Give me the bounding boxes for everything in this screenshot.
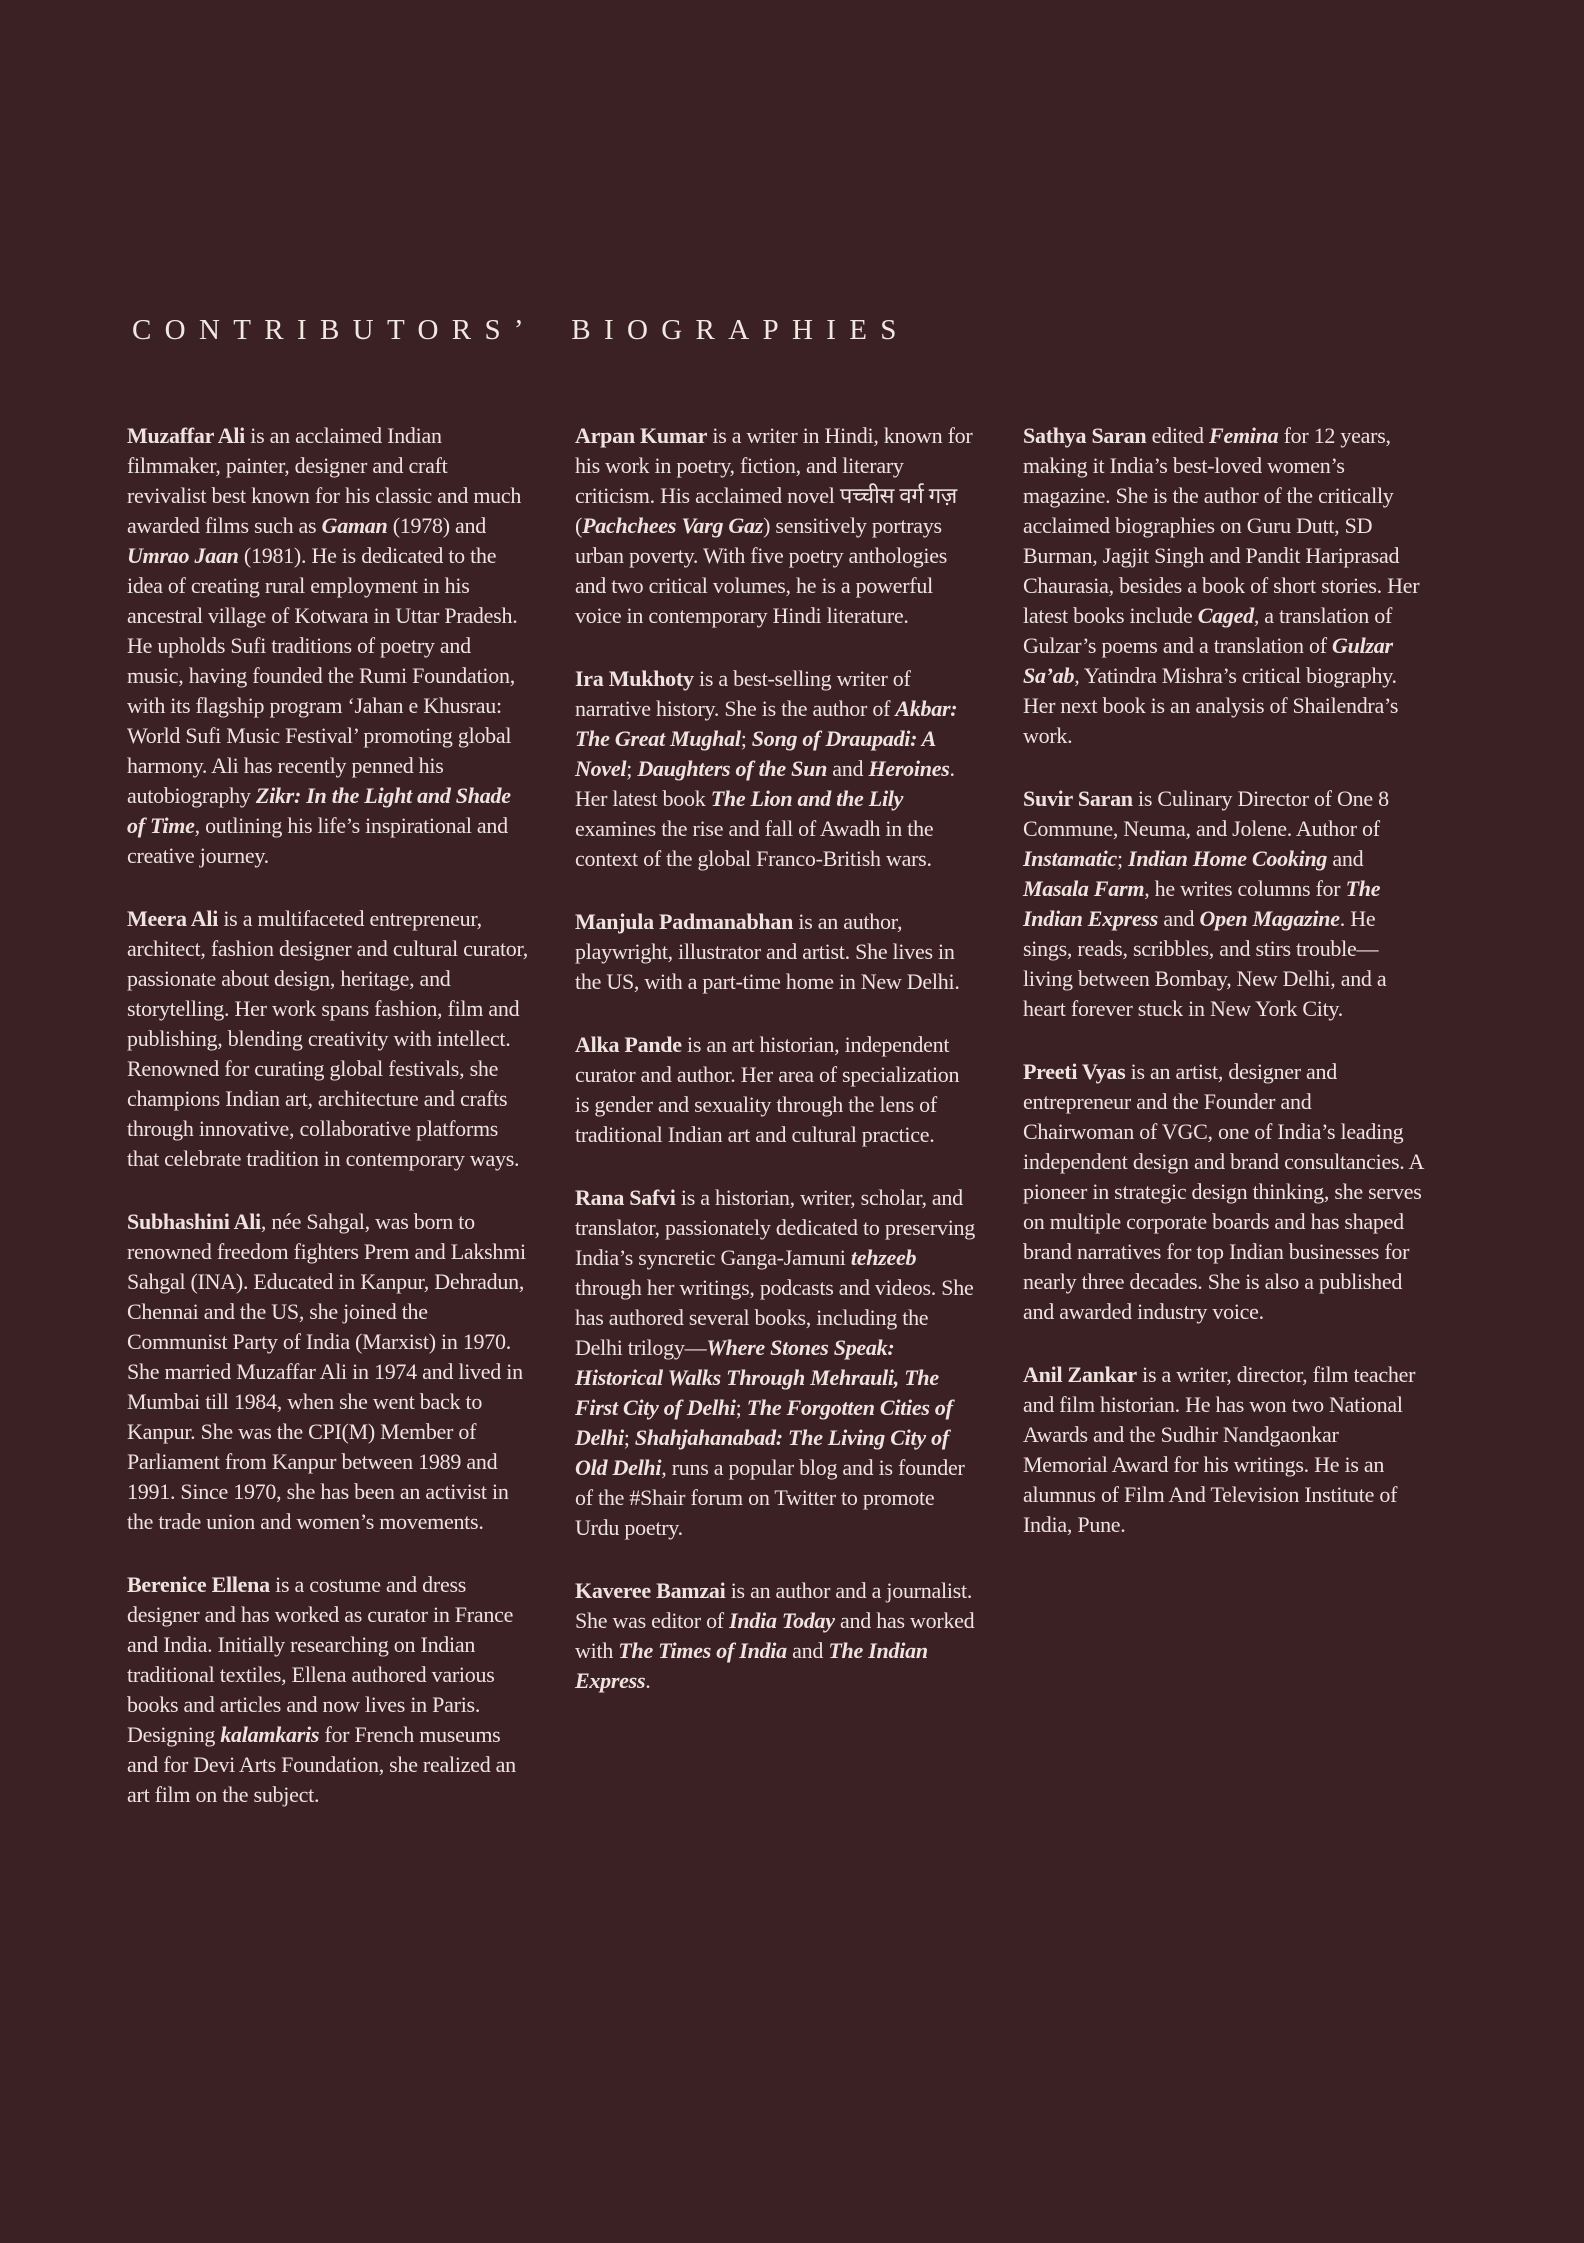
work-title: Where Stones Speak: Historical Walks Through Mehrauli, The First City of Delhi	[575, 1335, 939, 1420]
bio-text: .	[645, 1668, 651, 1693]
bio-text: , he writes columns for	[1144, 876, 1346, 901]
bio-text: , née Sahgal, was born to renowned freedom fighters Prem and Lakshmi Sahgal (INA). Educated in Kanpur, Dehradun, Chennai and the US, she joined the Communist Party of India (Marxist) in 1970. She married Muzaffar Ali in 1974 and lived in Mumbai till 1984, when she went back to Kanpur. She was the CPI(M) Member of Parliament from Kanpur between 1989 and 1991. Since 1970, she has been an activist in the trade union and women’s movements.	[127, 1209, 526, 1534]
work-title: Shahjahanabad: The Living City of Old Delhi	[575, 1425, 949, 1480]
work-title: The Indian Express	[1023, 876, 1381, 931]
bio-text: (1981). He is dedicated to the idea of creating rural employment in his ancestral village of Kotwara in Uttar Pradesh. He upholds Sufi traditions of poetry and music, having founded the Rumi Foundation, with its flagship program ‘Jahan e Khusrau: World Sufi Music Festival’ promoting global harmony. Ali has recently penned his autobiography	[127, 543, 518, 808]
bio-column	[575, 421, 977, 1696]
bio-paragraph	[575, 1030, 977, 1150]
bio-text: is an artist, designer and entrepreneur and the Founder and Chairwoman of VGC, one of India’s leading independent design and brand consultancies. A pioneer in strategic design thinking, she serves on multiple corporate boards and has shaped brand narratives for top Indian businesses for nearly three decades. She is also a published and awarded industry voice.	[1023, 1059, 1423, 1324]
bio-text: through her writings, podcasts and videos. She has authored several books, including the Delhi trilogy—	[575, 1275, 974, 1360]
bio-text: and has worked with	[575, 1608, 975, 1663]
bio-text: and	[786, 1638, 829, 1663]
contributor-name: Muzaffar Ali	[127, 423, 246, 448]
bio-paragraph	[1023, 784, 1425, 1024]
bio-text: , runs a popular blog and is founder of the #Shair forum on Twitter to promote Urdu poetry.	[575, 1455, 965, 1540]
bio-text: is a writer, director, film teacher and film historian. He has won two National Awards and the Sudhir Nandgaonkar Memorial Award for his writings. He is an alumnus of Film And Television Institute of India, Pune.	[1023, 1362, 1416, 1537]
bio-paragraph	[575, 1576, 977, 1696]
bio-text: for French museums and for Devi Arts Foundation, she realized an art film on the subject.	[127, 1722, 516, 1807]
contributor-name: Berenice Ellena	[127, 1572, 270, 1597]
work-title: Instamatic	[1023, 846, 1117, 871]
work-title: The Indian Express	[575, 1638, 928, 1693]
bio-text: and	[1327, 846, 1364, 871]
bio-text: and	[827, 756, 869, 781]
bio-text: (1978) and	[387, 513, 487, 538]
bio-text: , a translation of Gulzar’s poems and a translation of	[1023, 603, 1393, 658]
work-title: The Times of India	[618, 1638, 787, 1663]
contributor-name: Manjula Padmanabhan	[575, 909, 794, 934]
work-title: Umrao Jaan	[127, 543, 239, 568]
contributor-name: Ira Mukhoty	[575, 666, 694, 691]
bio-text: ;	[623, 1425, 635, 1450]
work-title: kalamkaris	[220, 1722, 320, 1747]
contributor-name: Preeti Vyas	[1023, 1059, 1126, 1084]
bio-columns	[127, 421, 1425, 1810]
work-title: Caged	[1197, 603, 1254, 628]
work-title: India Today	[729, 1608, 835, 1633]
bio-text: , outlining his life’s inspirational and creative journey.	[127, 813, 508, 868]
bio-column	[1023, 421, 1425, 1540]
bio-text: is an art historian, independent curator and author. Her area of specialization is gender and sexuality through the lens of traditional Indian art and cultural practice.	[575, 1032, 960, 1147]
bio-text: is a costume and dress designer and has worked as curator in France and India. Initially researching on Indian traditional textiles, Ellena authored various books and articles and now lives in Paris. Designing	[127, 1572, 514, 1747]
work-title: Akbar: The Great Mughal	[575, 696, 958, 751]
work-title: Heroines	[868, 756, 950, 781]
work-title: Masala Farm	[1023, 876, 1145, 901]
contributor-name: Sathya Saran	[1023, 423, 1147, 448]
contributor-name: Arpan Kumar	[575, 423, 708, 448]
bio-paragraph	[1023, 421, 1425, 751]
bio-text: is an acclaimed Indian filmmaker, painter, designer and craft revivalist best known for his classic and much awarded films such as	[127, 423, 522, 538]
bio-text: . He sings, reads, scribbles, and stirs trouble—living between Bombay, New Delhi, and a heart forever stuck in New York City.	[1023, 906, 1387, 1021]
bio-text: is an author and a journalist. She was editor of	[575, 1578, 973, 1633]
work-title: Femina	[1209, 423, 1279, 448]
bio-text: is a writer in Hindi, known for his work in poetry, fiction, and literary criticism. His acclaimed novel पच्चीस वर्ग गज़ (	[575, 423, 973, 538]
bio-text: . Her latest book	[575, 756, 955, 811]
contributor-name: Alka Pande	[575, 1032, 682, 1057]
contributor-name: Anil Zankar	[1023, 1362, 1137, 1387]
bio-paragraph	[127, 1207, 529, 1537]
work-title: Daughters of the Sun	[637, 756, 828, 781]
bio-text: is a historian, writer, scholar, and translator, passionately dedicated to preserving India’s syncretic Ganga-Jamuni	[575, 1185, 976, 1270]
contributor-name: Suvir Saran	[1023, 786, 1133, 811]
bio-paragraph	[127, 421, 529, 871]
bio-column	[127, 421, 529, 1810]
bio-text: for 12 years, making it India’s best-loved women’s magazine. She is the author of the critically acclaimed biographies on Guru Dutt, SD Burman, Jagjit Singh and Pandit Hariprasad Chaurasia, besides a book of short stories. Her latest books include	[1023, 423, 1420, 628]
bio-text: and	[1158, 906, 1200, 931]
bio-text: ;	[740, 726, 752, 751]
bio-paragraph	[575, 421, 977, 631]
bio-text: is Culinary Director of One 8 Commune, Neuma, and Jolene. Author of	[1023, 786, 1389, 841]
work-title: Pachchees Varg Gaz	[582, 513, 764, 538]
bio-text: is an author, playwright, illustrator and artist. She lives in the US, with a part-time home in New Delhi.	[575, 909, 960, 994]
bio-text: ;	[735, 1395, 747, 1420]
bio-text: ) sensitively portrays urban poverty. With five poetry anthologies and two critical volumes, he is a powerful voice in contemporary Hindi literature.	[575, 513, 948, 628]
bio-text: ;	[626, 756, 638, 781]
contributor-name: Kaveree Bamzai	[575, 1578, 726, 1603]
contributor-name: Rana Safvi	[575, 1185, 676, 1210]
bio-text: examines the rise and fall of Awadh in the context of the global Franco-British wars.	[575, 816, 934, 871]
bio-text: edited	[1146, 423, 1210, 448]
work-title: Gaman	[321, 513, 388, 538]
work-title: Gulzar Sa’ab	[1023, 633, 1393, 688]
work-title: Song of Draupadi: A Novel	[575, 726, 935, 781]
work-title: The Forgotten Cities of Delhi	[575, 1395, 953, 1450]
bio-paragraph	[127, 904, 529, 1174]
page-title: CONTRIBUTORS’ BIOGRAPHIES	[132, 314, 910, 346]
bio-paragraph	[575, 907, 977, 997]
bio-paragraph	[1023, 1057, 1425, 1327]
bio-text: , Yatindra Mishra’s critical biography. Her next book is an analysis of Shailendra’s work.	[1023, 663, 1399, 748]
bio-paragraph	[1023, 1360, 1425, 1540]
work-title: Indian Home Cooking	[1128, 846, 1328, 871]
bio-text: is a multifaceted entrepreneur, architect, fashion designer and cultural curator, passionate about design, heritage, and storytelling. Her work spans fashion, film and publishing, blending creativity with intellect. Renowned for curating global festivals, she champions Indian art, architecture and crafts through innovative, collaborative platforms that celebrate tradition in contemporary ways.	[127, 906, 528, 1171]
work-title: The Lion and the Lily	[710, 786, 904, 811]
work-title: Open Magazine	[1199, 906, 1340, 931]
bio-text: ;	[1116, 846, 1129, 871]
contributor-name: Subhashini Ali	[127, 1209, 261, 1234]
bio-text: is a best-selling writer of narrative history. She is the author of	[575, 666, 911, 721]
bio-paragraph	[575, 1183, 977, 1543]
work-title: tehzeeb	[850, 1245, 917, 1270]
work-title: Zikr: In the Light and Shade of Time	[127, 783, 511, 838]
bio-paragraph	[575, 664, 977, 874]
contributor-name: Meera Ali	[127, 906, 219, 931]
bio-paragraph	[127, 1570, 529, 1810]
